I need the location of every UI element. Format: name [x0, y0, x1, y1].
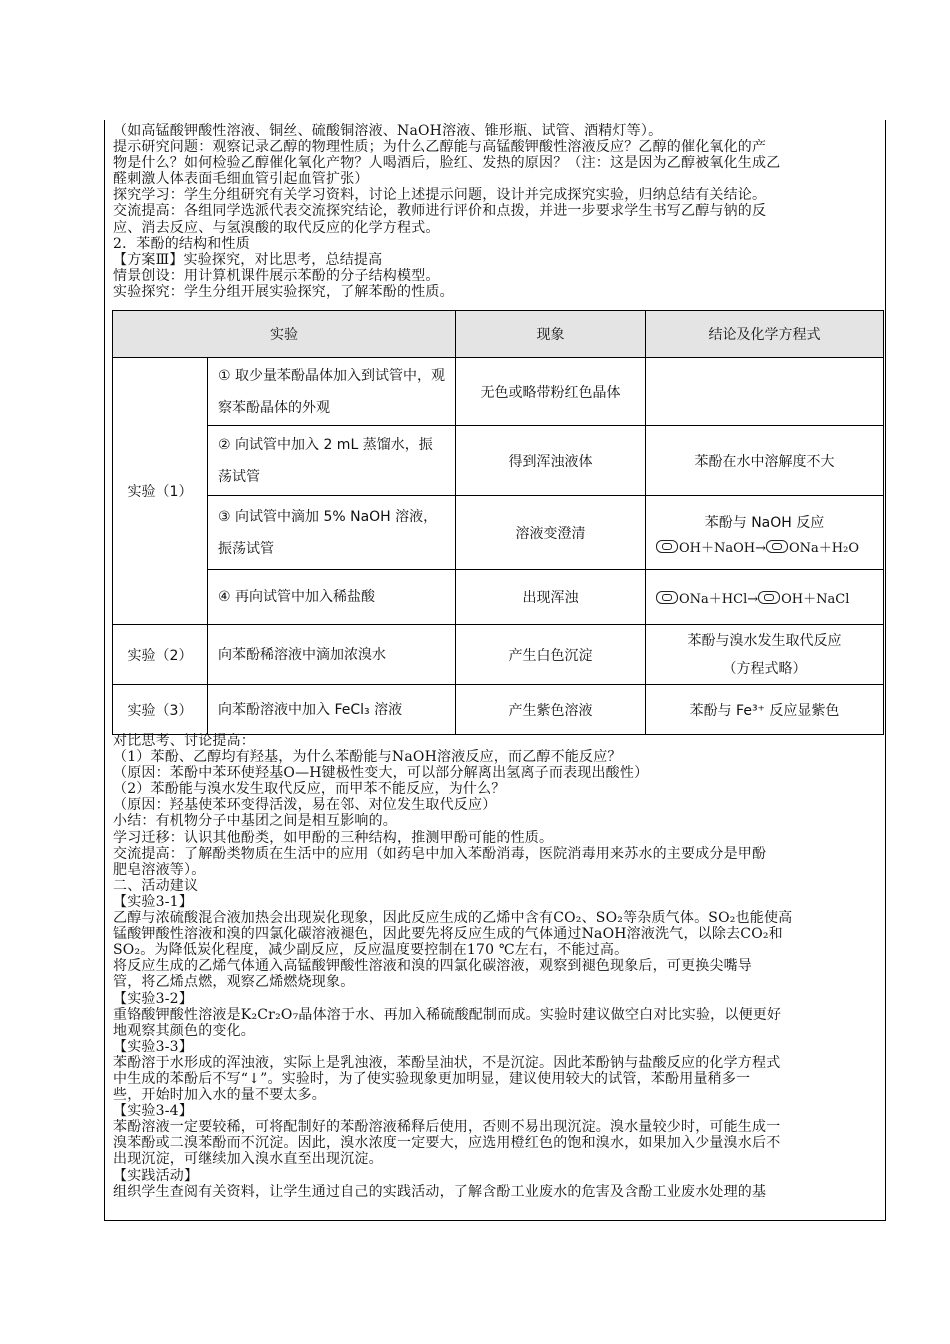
operation-cell: ④ 再向试管中加入稀盐酸	[208, 570, 456, 625]
text-line: 交流提高：了解酚类物质在生活中的应用（如药皂中加入苯酚消毒，医院消毒用来苏水的主要成分是甲酚	[113, 845, 767, 862]
conclusion-text: 苯酚与 NaOH 反应	[704, 515, 825, 531]
conclusion-cell: 苯酚在水中溶解度不大	[646, 426, 884, 496]
text-line: 小结：有机物分子中基团之间是相互影响的。	[113, 813, 397, 830]
text-line: 组织学生查阅有关资料，让学生通过自己的实践活动，了解含酚工业废水的危害及含酚工业废水处理的基	[113, 1183, 767, 1200]
text-line: （如高锰酸钾酸性溶液、铜丝、硫酸铜溶液、NaOH溶液、锥形瓶、试管、酒精灯等）。	[113, 123, 663, 139]
text-line: 苯酚溶于水形成的浑浊液，实际上是乳浊液，苯酚呈油状，不是沉淀。因此苯酚钠与盐酸反应的化学方程式	[113, 1054, 781, 1071]
text-line: 些，开始时加入水的量不要太多。	[113, 1087, 326, 1104]
phenomenon-cell: 无色或略带粉红色晶体	[456, 358, 646, 426]
text-line: 情景创设：用计算机课件展示苯酚的分子结构模型。	[113, 267, 440, 284]
benzene-ring-icon	[758, 591, 780, 604]
text-line: 管，将乙烯点燃，观察乙烯燃烧现象。	[113, 974, 355, 991]
intro-section	[113, 123, 883, 300]
text-line: 中生成的苯酚后不写“↓”。实验时，为了使实验现象更加明显，建议使用较大的试管，苯酚用量稍多一	[113, 1070, 751, 1087]
benzene-ring-icon	[766, 540, 788, 553]
text-line: 将反应生成的乙烯气体通入高锰酸钾酸性溶液和溴的四氯化碳溶液，观察到褪色现象后，可更换尖嘴导	[113, 958, 752, 975]
table-row	[113, 625, 884, 685]
subheading: 【实验3-2】	[113, 990, 193, 1007]
phenomenon-cell: 出现浑浊	[456, 570, 646, 625]
equation-right: OH＋NaCl	[781, 591, 850, 607]
table-row	[113, 685, 884, 735]
text-line: 应、消去反应、与氢溴酸的取代反应的化学方程式。	[113, 219, 440, 236]
table-header-row	[113, 311, 884, 358]
subheading: 【实验3-3】	[113, 1038, 193, 1055]
benzene-ring-icon	[656, 591, 678, 604]
text-line: 肥皂溶液等）。	[113, 861, 206, 878]
text-line: 提示研究问题：观察记录乙醇的物理性质；为什么乙醇能与高锰酸钾酸性溶液反应？乙醇的催化氧化的产	[113, 139, 767, 156]
group-label: 实验（2）	[113, 625, 208, 685]
conclusion-cell	[646, 358, 884, 426]
experiment-table	[112, 310, 884, 735]
text-line: 溴苯酚或二溴苯酚而不沉淀。因此，溴水浓度一定要大，应选用橙红色的饱和溴水，如果加入少量溴水后不	[113, 1135, 781, 1152]
equation	[656, 537, 873, 556]
equation-left: ONa＋HCl→	[679, 591, 759, 607]
table-row	[113, 496, 884, 570]
text-line: 探究学习：学生分组研究有关学习资料，讨论上述提示问题，设计并完成探究实验，归纳总结有关结论。	[113, 187, 767, 204]
text-line: 锰酸钾酸性溶液和溴的四氯化碳溶液褪色，因此要先将反应生成的气体通过NaOH溶液洗气，以除去CO₂和	[113, 926, 783, 943]
conclusion-text: 苯酚与溴水发生取代反应	[687, 632, 842, 649]
table-row	[113, 358, 884, 426]
equation-left: OH＋NaOH→	[679, 541, 767, 556]
text-line: 重铬酸钾酸性溶液是K₂Cr₂O₇晶体溶于水、再加入稀硫酸配制而成。实验时建议做空白对比实验，以便更好	[113, 1006, 782, 1023]
header-conclusion: 结论及化学方程式	[646, 311, 884, 358]
operation-cell: 向苯酚溶液中加入 FeCl₃ 溶液	[208, 685, 456, 735]
text-line: 苯酚溶液一定要较稀，可将配制好的苯酚溶液稀释后使用，否则不易出现沉淀。溴水量较少时，可能生成一	[113, 1119, 781, 1136]
discussion-section	[113, 733, 883, 1200]
text-line: 【方案Ⅲ】实验探究，对比思考，总结提高	[113, 251, 383, 268]
conclusion-cell	[646, 625, 884, 685]
header-phenomenon: 现象	[456, 311, 646, 358]
equation	[656, 588, 873, 607]
subheading: 【实验3-4】	[113, 1103, 193, 1120]
phenomenon-cell: 溶液变澄清	[456, 496, 646, 570]
text-line: （原因：羟基使苯环变得活泼，易在邻、对位发生取代反应）	[113, 797, 497, 814]
table-row	[113, 570, 884, 625]
text-line: 乙醇与浓硫酸混合液加热会出现炭化现象，因此反应生成的乙烯中含有CO₂、SO₂等杂质气体。SO₂也能使高	[113, 910, 793, 927]
phenomenon-cell: 得到浑浊液体	[456, 426, 646, 496]
subheading: 【实践活动】	[113, 1167, 199, 1184]
text-line: （1）苯酚、乙醇均有羟基，为什么苯酚能与NaOH溶液反应，而乙醇不能反应？	[113, 749, 622, 766]
text-line: （2）苯酚能与溴水发生取代反应，而甲苯不能反应，为什么？	[113, 781, 506, 798]
text-line: SO₂。为降低炭化程度，减少副反应，反应温度要控制在170 ℃左右，不能过高。	[113, 942, 629, 959]
phenomenon-cell: 产生紫色溶液	[456, 685, 646, 735]
text-line: 出现沉淀，可继续加入溴水直至出现沉淀。	[113, 1151, 383, 1168]
benzene-ring-icon	[656, 540, 678, 553]
operation-cell: ③ 向试管中滴加 5% NaOH 溶液，振荡试管	[208, 496, 456, 570]
section-heading: 二、活动建议	[113, 877, 199, 894]
header-experiment: 实验	[113, 311, 456, 358]
phenomenon-cell: 产生白色沉淀	[456, 625, 646, 685]
equation-right: ONa＋H₂O	[789, 541, 860, 556]
text-line: 醛刺激人体表面毛细血管引起血管扩张）	[113, 171, 369, 188]
text-line: 地观察其颜色的变化。	[113, 1022, 255, 1039]
group-label: 实验（3）	[113, 685, 208, 735]
text-line: 实验探究：学生分组开展实验探究，了解苯酚的性质。	[113, 283, 454, 300]
text-line: 物是什么？如何检验乙醇催化氧化产物？人喝酒后，脸红、发热的原因？（注：这是因为乙醇被氧化生成乙	[113, 155, 781, 172]
conclusion-note: （方程式略）	[722, 660, 807, 677]
operation-cell: ① 取少量苯酚晶体加入到试管中，观察苯酚晶体的外观	[208, 358, 456, 426]
operation-cell: ② 向试管中加入 2 mL 蒸馏水，振荡试管	[208, 426, 456, 496]
text-line: 交流提高：各组同学选派代表交流探究结论，教师进行评价和点拨，并进一步要求学生书写乙醇与钠的反	[113, 203, 767, 220]
section-heading: 2．苯酚的结构和性质	[113, 235, 250, 252]
group-label: 实验（1）	[113, 358, 208, 625]
conclusion-cell	[646, 570, 884, 625]
operation-cell: 向苯酚稀溶液中滴加浓溴水	[208, 625, 456, 685]
text-line: 学习迁移：认识其他酚类，如甲酚的三种结构，推测甲酚可能的性质。	[113, 829, 554, 846]
text-line: （原因：苯酚中苯环使羟基O—H键极性变大，可以部分解离出氢离子而表现出酸性）	[113, 765, 649, 782]
conclusion-cell	[646, 496, 884, 570]
conclusion-cell: 苯酚与 Fe³⁺ 反应显紫色	[646, 685, 884, 735]
subheading: 【实验3-1】	[113, 893, 193, 910]
table-row	[113, 426, 884, 496]
text-line: 对比思考、讨论提高：	[113, 733, 255, 749]
